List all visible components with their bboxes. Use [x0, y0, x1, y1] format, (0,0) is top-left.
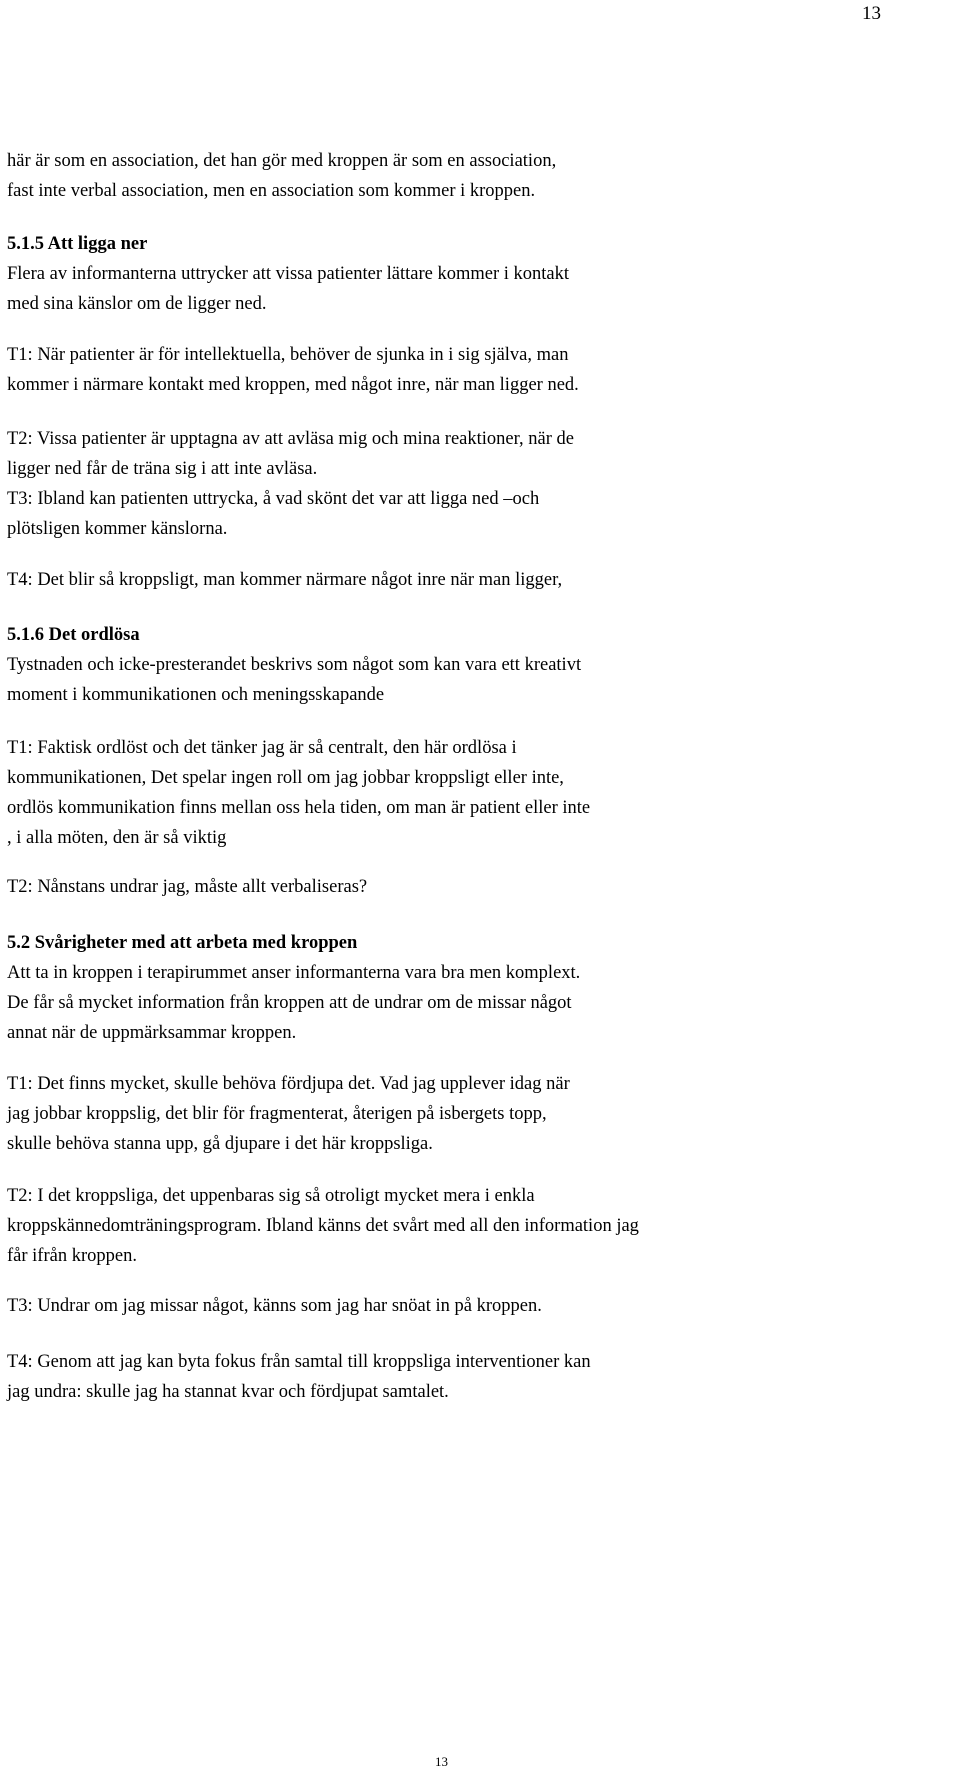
text-line: T3: Undrar om jag missar något, känns som jag har snöat in på kroppen.: [7, 1296, 542, 1316]
quote-t2-t3: [7, 424, 957, 544]
quote-t4: [7, 565, 957, 595]
text-line: T1: Det finns mycket, skulle behöva fördjupa det. Vad jag upplever idag när: [7, 1074, 570, 1094]
section-heading: 5.2 Svårigheter med att arbeta med kroppen: [7, 933, 358, 953]
text-line: T4: Det blir så kroppsligt, man kommer närmare något inre när man ligger,: [7, 570, 563, 590]
quote-t4: [7, 1347, 957, 1407]
text-line: fast inte verbal association, men en association som kommer i kroppen.: [7, 181, 536, 201]
text-line: jag undra: skulle jag ha stannat kvar och fördjupat samtalet.: [7, 1382, 449, 1402]
quote-t2: [7, 1181, 957, 1271]
section-heading: 5.1.5 Att ligga ner: [7, 234, 148, 254]
paragraph: [7, 146, 957, 206]
text-line: Tystnaden och icke-presterandet beskrivs som något som kan vara ett kreativt: [7, 655, 582, 675]
text-line: Flera av informanterna uttrycker att vissa patienter lättare kommer i kontakt: [7, 264, 569, 284]
section-5-2: [7, 928, 957, 1048]
text-line: T3: Ibland kan patienten uttrycka, å vad skönt det var att ligga ned –och: [7, 489, 540, 509]
text-line: De får så mycket information från kroppen att de undrar om de missar något: [7, 993, 572, 1013]
text-line: med sina känslor om de ligger ned.: [7, 294, 267, 314]
text-line: Att ta in kroppen i terapirummet anser informanterna vara bra men komplext.: [7, 963, 581, 983]
section-5-1-5: [7, 229, 957, 319]
quote-t2: [7, 872, 957, 902]
text-line: T2: Nånstans undrar jag, måste allt verbaliseras?: [7, 877, 368, 897]
text-line: T2: Vissa patienter är upptagna av att avläsa mig och mina reaktioner, när de: [7, 429, 574, 449]
text-line: kommer i närmare kontakt med kroppen, med något inre, när man ligger ned.: [7, 375, 579, 395]
text-line: T2: I det kroppsliga, det uppenbaras sig så otroligt mycket mera i enkla: [7, 1186, 535, 1206]
text-line: annat när de uppmärksammar kroppen.: [7, 1023, 297, 1043]
text-line: kroppskännedomträningsprogram. Ibland känns det svårt med all den information jag: [7, 1216, 639, 1236]
text-line: jag jobbar kroppslig, det blir för fragmenterat, återigen på isbergets topp,: [7, 1104, 547, 1124]
text-line: ligger ned får de träna sig i att inte avläsa.: [7, 459, 318, 479]
page-number-top: 13: [862, 3, 881, 24]
text-line: T4: Genom att jag kan byta fokus från samtal till kroppsliga interventioner kan: [7, 1352, 591, 1372]
section-heading: 5.1.6 Det ordlösa: [7, 625, 140, 645]
text-line: kommunikationen, Det spelar ingen roll om jag jobbar kroppsligt eller inte,: [7, 768, 564, 788]
text-line: , i alla möten, den är så viktig: [7, 828, 227, 848]
text-line: T1: När patienter är för intellektuella, behöver de sjunka in i sig själva, man: [7, 345, 569, 365]
text-line: skulle behöva stanna upp, gå djupare i det här kroppsliga.: [7, 1134, 433, 1154]
text-line: ordlös kommunikation finns mellan oss hela tiden, om man är patient eller inte: [7, 798, 591, 818]
text-line: moment i kommunikationen och meningsskapande: [7, 685, 385, 705]
quote-t1: [7, 733, 957, 853]
quote-t1: [7, 340, 957, 400]
page-number-bottom: 13: [435, 1754, 448, 1769]
text-line: här är som en association, det han gör med kroppen är som en association,: [7, 151, 557, 171]
section-5-1-6: [7, 620, 957, 710]
text-line: plötsligen kommer känslorna.: [7, 519, 228, 539]
text-line: får ifrån kroppen.: [7, 1246, 137, 1266]
quote-t3: [7, 1291, 957, 1321]
text-line: T1: Faktisk ordlöst och det tänker jag är så centralt, den här ordlösa i: [7, 738, 517, 758]
quote-t1: [7, 1069, 957, 1159]
